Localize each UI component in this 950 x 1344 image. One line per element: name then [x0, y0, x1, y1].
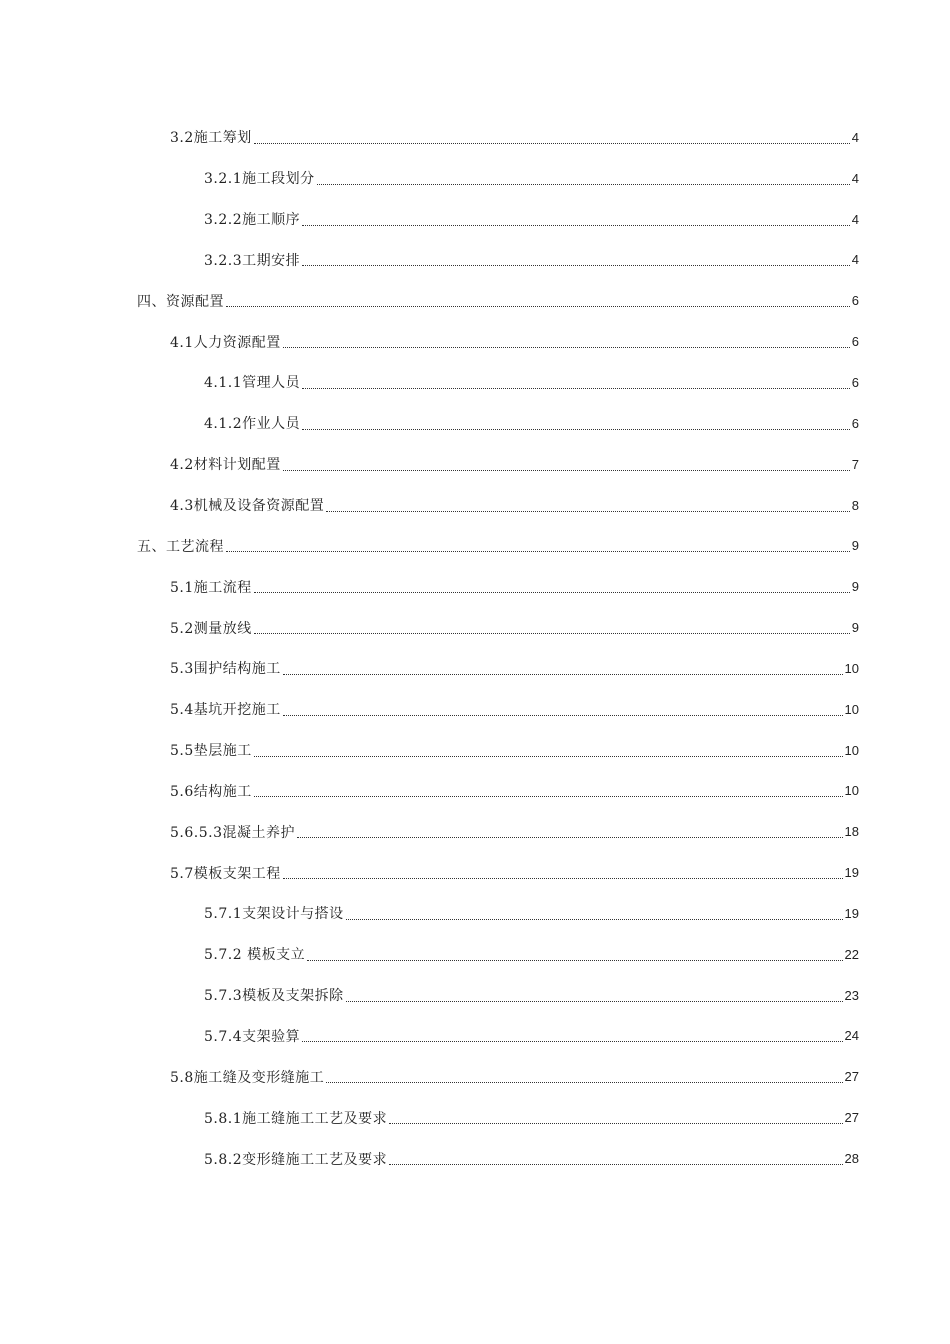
- toc-dot-leader: [302, 429, 850, 430]
- toc-dot-leader: [302, 265, 850, 266]
- toc-entry[interactable]: [0, 975, 950, 1016]
- toc-entry-page-number: 27: [844, 1069, 859, 1085]
- toc-dot-leader: [283, 878, 843, 879]
- toc-entry-title: 5.7.4支架验算: [204, 1028, 301, 1045]
- toc-entry[interactable]: [0, 403, 950, 444]
- toc-entry[interactable]: [0, 1016, 950, 1057]
- toc-entry[interactable]: [0, 852, 950, 893]
- toc-entry-title: 5.7.2 模板支立: [204, 947, 306, 964]
- toc-entry-title: 5.8施工缝及变形缝施工: [170, 1069, 325, 1086]
- toc-entry-title: 3.2.3工期安排: [204, 252, 301, 269]
- toc-entry-page-number: 27: [844, 1110, 859, 1126]
- toc-entry[interactable]: [0, 934, 950, 975]
- toc-entry[interactable]: [0, 1056, 950, 1097]
- toc-entry-page-number: 9: [851, 579, 859, 595]
- toc-dot-leader: [302, 225, 850, 226]
- toc-dot-leader: [283, 715, 843, 716]
- toc-entry-title: 5.8.2变形缝施工工艺及要求: [204, 1151, 388, 1168]
- toc-entry-title: 五、工艺流程: [137, 538, 224, 555]
- toc-dot-leader: [326, 1082, 842, 1083]
- toc-entry-title: 3.2.2施工顺序: [204, 212, 301, 229]
- toc-entry-page-number: 8: [851, 497, 859, 513]
- toc-dot-leader: [346, 919, 843, 920]
- toc-entry-title: 5.7.3模板及支架拆除: [204, 988, 344, 1005]
- toc-entry-page-number: 22: [844, 946, 859, 962]
- toc-entry[interactable]: [0, 1138, 950, 1179]
- toc-entry-page-number: 23: [844, 987, 859, 1003]
- toc-entry-title: 4.2材料计划配置: [170, 457, 281, 474]
- toc-entry[interactable]: [0, 893, 950, 934]
- toc-entry-page-number: 19: [844, 905, 859, 921]
- toc-entry[interactable]: [0, 240, 950, 281]
- toc-entry[interactable]: [0, 689, 950, 730]
- toc-entry[interactable]: [0, 607, 950, 648]
- toc-entry-title: 4.1.1管理人员: [204, 375, 301, 392]
- toc-entry[interactable]: [0, 771, 950, 812]
- toc-entry-page-number: 4: [851, 129, 859, 145]
- toc-entry[interactable]: [0, 648, 950, 689]
- toc-entry-page-number: 19: [844, 865, 859, 881]
- toc-entry-title: 3.2施工筹划: [170, 130, 252, 147]
- toc-entry-page-number: 10: [844, 660, 859, 676]
- toc-entry-title: 四、资源配置: [137, 293, 224, 310]
- toc-entry-page-number: 18: [844, 824, 859, 840]
- toc-entry-page-number: 9: [851, 538, 859, 554]
- toc-entry-title: 5.4基坑开挖施工: [170, 702, 281, 719]
- toc-dot-leader: [297, 837, 843, 838]
- toc-dot-leader: [283, 470, 850, 471]
- toc-entry-title: 5.5垫层施工: [170, 743, 252, 760]
- toc-entry[interactable]: [0, 280, 950, 321]
- toc-entry-page-number: 24: [844, 1028, 859, 1044]
- toc-entry-page-number: 10: [844, 742, 859, 758]
- toc-entry[interactable]: [0, 199, 950, 240]
- toc-entry[interactable]: [0, 362, 950, 403]
- toc-entry-page-number: 6: [851, 374, 859, 390]
- toc-dot-leader: [302, 1041, 842, 1042]
- toc-entry-page-number: 4: [851, 252, 859, 268]
- toc-dot-leader: [389, 1164, 842, 1165]
- toc-dot-leader: [254, 756, 843, 757]
- toc-dot-leader: [254, 633, 850, 634]
- toc-entry[interactable]: [0, 566, 950, 607]
- toc-entry-page-number: 6: [851, 334, 859, 350]
- toc-dot-leader: [317, 184, 850, 185]
- table-of-contents: [0, 117, 950, 1179]
- toc-dot-leader: [254, 143, 850, 144]
- toc-dot-leader: [307, 960, 842, 961]
- toc-dot-leader: [389, 1123, 842, 1124]
- toc-entry-page-number: 10: [844, 701, 859, 717]
- toc-entry-page-number: 28: [844, 1151, 859, 1167]
- toc-entry[interactable]: [0, 1097, 950, 1138]
- toc-entry[interactable]: [0, 525, 950, 566]
- toc-entry-title: 5.1施工流程: [170, 579, 252, 596]
- toc-entry-title: 5.7模板支架工程: [170, 865, 281, 882]
- toc-dot-leader: [254, 796, 843, 797]
- toc-entry-page-number: 6: [851, 415, 859, 431]
- toc-dot-leader: [254, 592, 850, 593]
- toc-entry-title: 5.6.5.3混凝土养护: [170, 824, 295, 841]
- toc-entry[interactable]: [0, 811, 950, 852]
- toc-entry-title: 5.8.1施工缝施工工艺及要求: [204, 1110, 388, 1127]
- toc-dot-leader: [226, 306, 850, 307]
- toc-dot-leader: [226, 551, 850, 552]
- toc-entry-page-number: 4: [851, 170, 859, 186]
- toc-entry-title: 5.3围护结构施工: [170, 661, 281, 678]
- toc-entry-title: 5.7.1支架设计与搭设: [204, 906, 344, 923]
- toc-entry-title: 4.1人力资源配置: [170, 334, 281, 351]
- toc-entry-page-number: 7: [851, 456, 859, 472]
- toc-entry[interactable]: [0, 444, 950, 485]
- toc-dot-leader: [283, 674, 843, 675]
- toc-dot-leader: [302, 388, 850, 389]
- toc-entry-page-number: 6: [851, 293, 859, 309]
- toc-entry-page-number: 10: [844, 783, 859, 799]
- toc-entry-page-number: 4: [851, 211, 859, 227]
- toc-dot-leader: [283, 347, 850, 348]
- toc-entry[interactable]: [0, 158, 950, 199]
- toc-entry-title: 3.2.1施工段划分: [204, 171, 315, 188]
- toc-entry-title: 5.6结构施工: [170, 783, 252, 800]
- toc-entry[interactable]: [0, 321, 950, 362]
- toc-entry-page-number: 9: [851, 620, 859, 636]
- toc-dot-leader: [346, 1001, 843, 1002]
- toc-entry-title: 5.2测量放线: [170, 620, 252, 637]
- toc-entry[interactable]: [0, 117, 950, 158]
- toc-entry-title: 4.1.2作业人员: [204, 416, 301, 433]
- toc-entry[interactable]: [0, 730, 950, 771]
- toc-entry-title: 4.3机械及设备资源配置: [170, 498, 325, 515]
- toc-dot-leader: [326, 511, 850, 512]
- toc-entry[interactable]: [0, 485, 950, 526]
